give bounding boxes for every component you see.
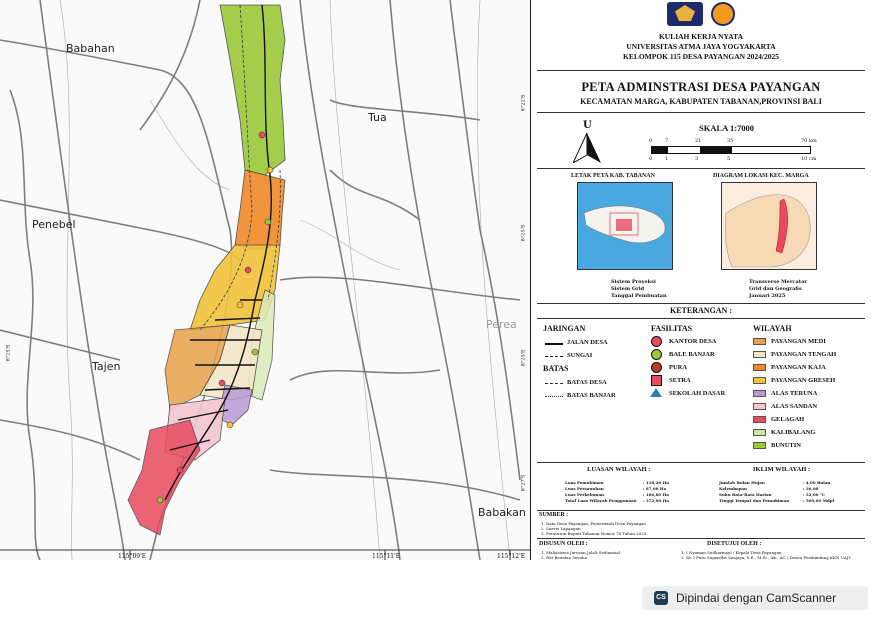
wilayah-label-7: KALIBALANG bbox=[771, 429, 816, 436]
wilayah-label-0: PAYANGAN MEDI bbox=[771, 338, 826, 345]
pura-icon bbox=[651, 362, 662, 373]
coord-right-1: 8°22'S bbox=[520, 94, 527, 112]
kkn-logo bbox=[711, 2, 735, 26]
legend-jaringan-title: JARINGAN bbox=[543, 324, 586, 333]
place-tua: Tua bbox=[368, 111, 387, 124]
legend-sekolah-dasar: SEKOLAH DASAR bbox=[669, 390, 726, 397]
iklim-val-0: : 4,00 Bulan bbox=[803, 480, 831, 485]
wilayah-label-5: ALAS SANDAN bbox=[771, 403, 818, 410]
sekolah-dasar-icon bbox=[650, 388, 662, 397]
disusun-item-1: 2. Rat Reualan Sesuha bbox=[541, 555, 588, 560]
legend-batas-banjar: BATAS BANJAR bbox=[567, 392, 616, 399]
disusun-title: DISUSUN OLEH : bbox=[539, 541, 588, 547]
iklim-title: IKLIM WILAYAH : bbox=[753, 466, 811, 473]
km-tick-3: 35 bbox=[727, 138, 734, 144]
legend-sungai: SUNGAI bbox=[567, 352, 593, 359]
wilayah-swatch-3 bbox=[753, 377, 766, 384]
inset-map-marga bbox=[721, 182, 817, 270]
header-line3: KELOMPOK 115 DESA PAYANGAN 2024/2025 bbox=[623, 52, 779, 61]
legend-batas-title: BATAS bbox=[543, 364, 569, 373]
cm-tick-0: 0 bbox=[649, 156, 653, 162]
wilayah-label-3: PAYANGAN GRESEH bbox=[771, 377, 836, 384]
sumber-title: SUMBER : bbox=[539, 512, 569, 518]
wilayah-label-6: GELAGAH bbox=[771, 416, 805, 423]
legend-bale-banjar: BALE BANJAR bbox=[669, 351, 715, 358]
north-label: U bbox=[583, 120, 592, 131]
inset-left-title: LETAK PETA KAB. TABANAN bbox=[571, 173, 655, 179]
legend-batas-desa: BATAS DESA bbox=[567, 379, 607, 386]
wilayah-swatch-2 bbox=[753, 364, 766, 371]
header-line2: UNIVERSITAS ATMA JAYA YOGYAKARTA bbox=[626, 42, 776, 51]
disetujui-item-1: 2. Dr. I Putu Sugiartha Sanjaya, S.E., M.Si., Ak., AC / Dosen Pembimbing KKN UAJY bbox=[681, 555, 852, 560]
inset-map-tabanan bbox=[577, 182, 673, 270]
meta-key-date: Tanggal Pembuatan bbox=[611, 293, 667, 299]
iklim-key-0: Jumlah Bulan Hujan bbox=[719, 480, 765, 485]
coord-left-1: 8°25'S bbox=[5, 344, 12, 362]
meta-key-grid: Sistem Grid bbox=[611, 286, 645, 292]
legend-jalan-desa: JALAN DESA bbox=[567, 339, 608, 346]
cm-tick-2: 3 bbox=[695, 156, 699, 162]
km-tick-4: 70 km bbox=[801, 138, 817, 144]
cm-tick-1: 1 bbox=[665, 156, 669, 162]
disusun-item-0: 1. Mahasiswa Jurusan Jalalt Sedianoial bbox=[541, 550, 621, 555]
wilayah-label-2: PAYANGAN KAJA bbox=[771, 364, 826, 371]
coord-right-2: 8°25'S bbox=[520, 224, 527, 242]
wilayah-swatch-4 bbox=[753, 390, 766, 397]
wilayah-swatch-6 bbox=[753, 416, 766, 423]
meta-val-projection: Transverse Mercator bbox=[749, 279, 808, 285]
iklim-val-2: : 32,00 °C bbox=[803, 492, 825, 497]
wilayah-label-8: BUNUTIN bbox=[771, 442, 801, 449]
bale-banjar-icon bbox=[651, 349, 662, 360]
camscanner-text: Dipindai dengan CamScanner bbox=[676, 591, 837, 605]
university-logo bbox=[667, 2, 703, 26]
iklim-val-3: : 500,00 Mdpl bbox=[803, 498, 835, 503]
luas-val-0: : 118,20 Ha bbox=[643, 480, 669, 485]
km-tick-2: 21 bbox=[695, 138, 702, 144]
region-bunutin bbox=[220, 5, 285, 175]
cm-tick-4: 10 cm bbox=[801, 156, 817, 162]
meta-val-date: Januari 2025 bbox=[749, 293, 786, 299]
legend-panel bbox=[530, 0, 871, 560]
luas-key-1: Luas Persawahan bbox=[565, 486, 604, 491]
legend-pura: PURA bbox=[669, 364, 688, 371]
wilayah-swatch-5 bbox=[753, 403, 766, 410]
coord-right-4: 8°27'S bbox=[520, 474, 527, 492]
iklim-key-3: Tinggi Tempat dan Pemukiman bbox=[719, 498, 790, 503]
km-tick-1: 7 bbox=[665, 138, 669, 144]
luas-title: LUASAN WILAYAH : bbox=[587, 466, 651, 473]
coord-right-3: 8°25'S bbox=[520, 349, 527, 367]
place-babakan: Babakan bbox=[478, 506, 526, 519]
legend-setra: SETRA bbox=[669, 377, 691, 384]
luas-val-2: : 166,80 Ha bbox=[643, 492, 669, 497]
meta-key-projection: Sistem Proyeksi bbox=[611, 279, 656, 285]
iklim-key-2: Suhu Rata-Rata Harian bbox=[719, 492, 772, 497]
coord-bottom-3: 115°12'E bbox=[497, 553, 526, 560]
region-payangan-kaja bbox=[235, 170, 285, 250]
cm-tick-3: 5 bbox=[727, 156, 731, 162]
camscanner-logo-icon: CS bbox=[654, 591, 668, 605]
sumber-item-0: 1. Data Desa Payangan, Pemerintah Desa Payangan bbox=[541, 521, 646, 526]
region-gelagah bbox=[128, 420, 200, 535]
coord-bottom-2: 115°11'E bbox=[372, 553, 401, 560]
legend-fasilitas-title: FASILITAS bbox=[651, 324, 693, 333]
setra-icon bbox=[651, 375, 662, 386]
wilayah-swatch-7 bbox=[753, 429, 766, 436]
place-babahan: Babahan bbox=[66, 42, 115, 55]
header-line1: KULIAH KERJA NYATA bbox=[658, 32, 744, 41]
scale-label: SKALA 1:7000 bbox=[699, 123, 755, 133]
wilayah-label-1: PAYANGAN TENGAH bbox=[771, 351, 837, 358]
meta-val-grid: Grid dan Geografis bbox=[749, 286, 802, 292]
kantor-desa-icon bbox=[651, 336, 662, 347]
sumber-item-2: 3. Peraturan Bupati Tabanan Nomor 78 Tahun 2023 bbox=[541, 531, 647, 536]
legend-kantor-desa: KANTOR DESA bbox=[669, 338, 717, 345]
luas-key-2: Luas Perkebunan bbox=[565, 492, 604, 497]
place-tajen: Tajen bbox=[92, 360, 121, 373]
luas-key-3: Total Luas Wilayah Penggunaan bbox=[565, 498, 637, 503]
disetujui-title: DISETUJUI OLEH : bbox=[707, 541, 762, 547]
sumber-item-1: 2. Survei Lapangan bbox=[541, 526, 581, 531]
coord-bottom-1: 115°09'E bbox=[118, 553, 147, 560]
iklim-val-1: : 36,00 bbox=[803, 486, 819, 491]
luas-key-0: Luas Pemukiman bbox=[565, 480, 604, 485]
luas-val-3: : 372,00 Ha bbox=[643, 498, 669, 503]
legend-wilayah-title: WILAYAH bbox=[753, 324, 792, 333]
wilayah-swatch-1 bbox=[753, 351, 766, 358]
iklim-key-1: Kelembapan bbox=[719, 486, 747, 491]
place-perea: Perea bbox=[486, 318, 517, 331]
km-tick-0: 0 bbox=[649, 138, 653, 144]
legend-title: KETERANGAN : bbox=[669, 306, 732, 315]
inset-right-title: DIAGRAM LOKASI KEC. MARGA bbox=[713, 173, 809, 179]
map-subtitle: KECAMATAN MARGA, KABUPATEN TABANAN,PROVINSI BALI bbox=[580, 97, 822, 106]
wilayah-swatch-8 bbox=[753, 442, 766, 449]
scale-bar bbox=[651, 146, 811, 154]
disetujui-item-0: 1. I Nyoman Sudharmayi / Kepala Desa Payangan bbox=[681, 550, 782, 555]
map-title: PETA ADMINSTRASI DESA PAYANGAN bbox=[581, 80, 821, 94]
north-arrow-icon bbox=[573, 133, 601, 163]
luas-val-1: : 87,00 Ha bbox=[643, 486, 667, 491]
camscanner-badge bbox=[642, 586, 868, 610]
place-penebel: Penebel bbox=[32, 218, 76, 231]
wilayah-swatch-0 bbox=[753, 338, 766, 345]
wilayah-label-4: ALAS TERUNA bbox=[771, 390, 818, 397]
